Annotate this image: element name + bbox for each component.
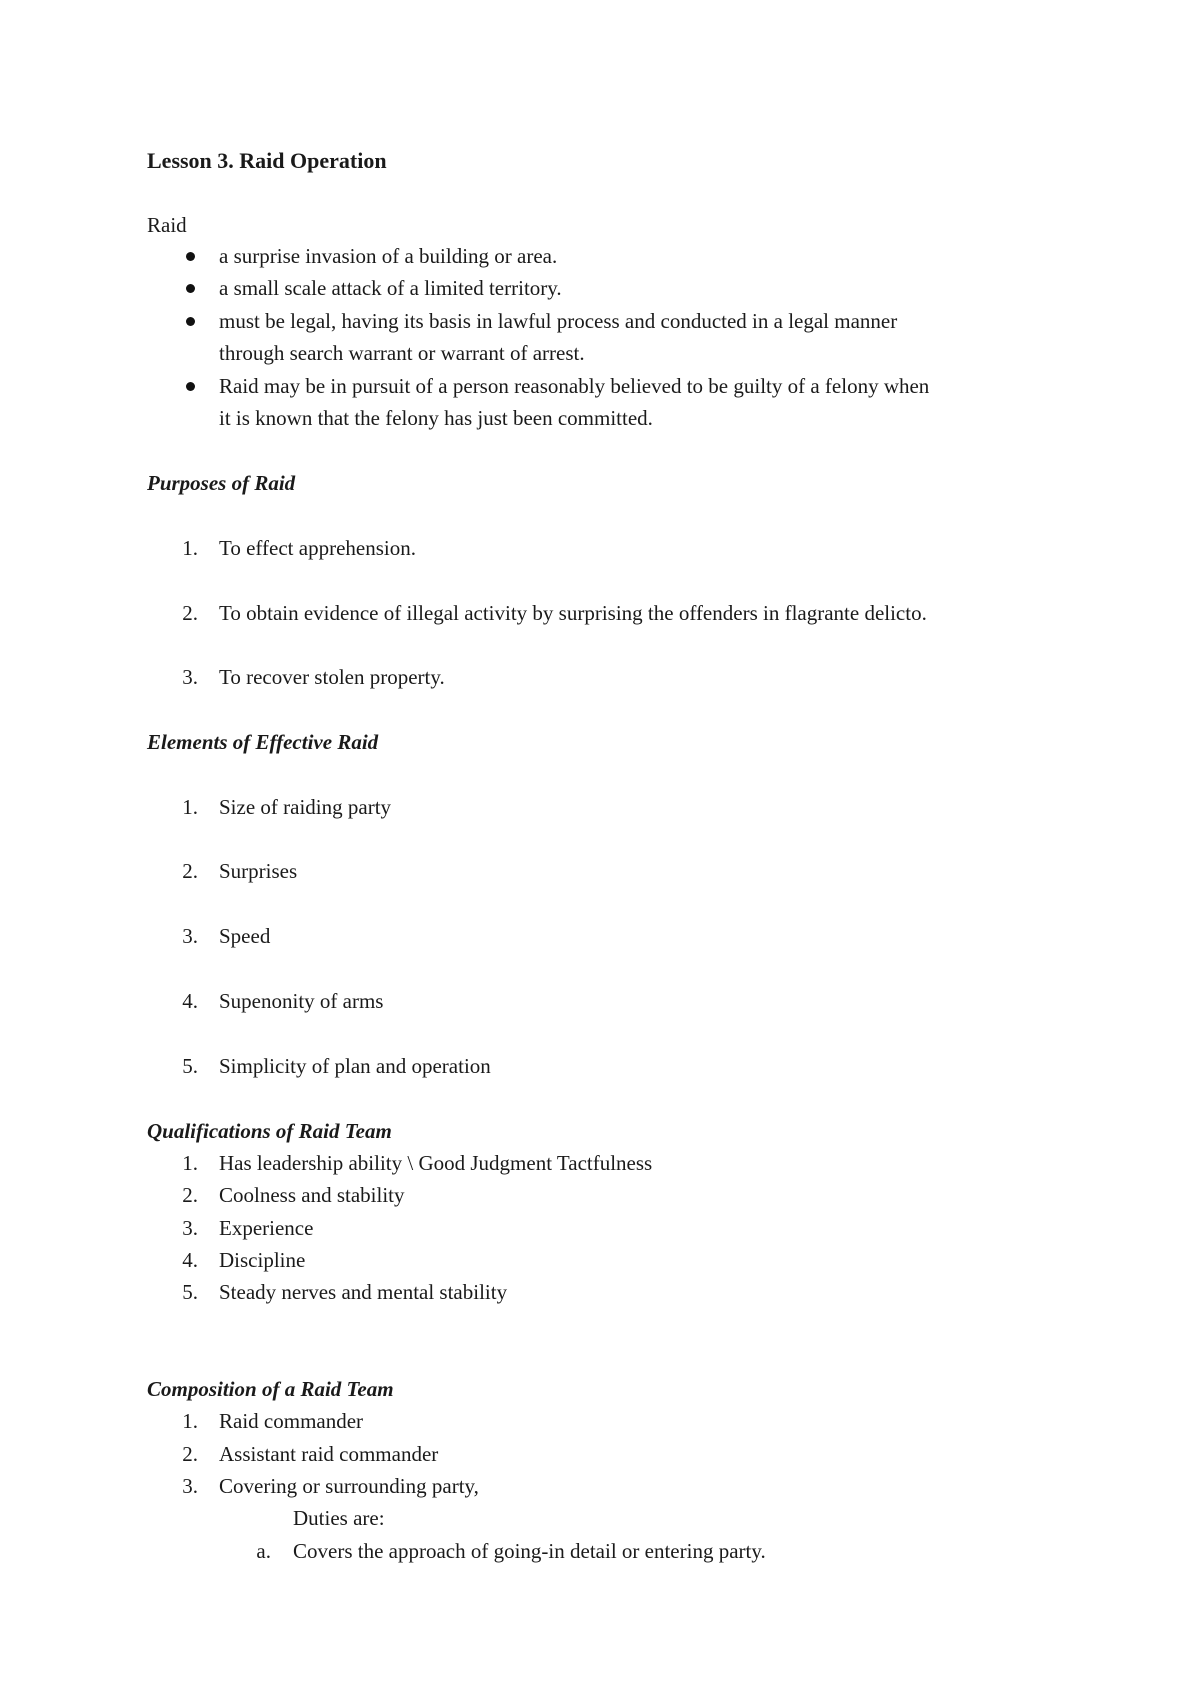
list-number: 3. xyxy=(182,1216,198,1240)
section-heading-qualifications: Qualifications of Raid Team xyxy=(147,1119,392,1143)
list-number: 3. xyxy=(182,924,198,948)
list-number: 1. xyxy=(182,1409,198,1433)
list-item: Raid may be in pursuit of a person reasonably believed to be guilty of a felony when xyxy=(219,374,930,398)
bullet-icon xyxy=(186,382,195,391)
list-item: To recover stolen property. xyxy=(219,665,445,689)
list-number: 2. xyxy=(182,1183,198,1207)
list-item: To obtain evidence of illegal activity by surprising the offenders in flagrante delicto. xyxy=(219,601,927,625)
list-number: 4. xyxy=(182,1248,198,1272)
list-number: 4. xyxy=(182,989,198,1013)
page-title: Lesson 3. Raid Operation xyxy=(147,148,387,173)
list-item: Speed xyxy=(219,924,271,948)
list-number: 5. xyxy=(182,1280,198,1304)
list-item: Covers the approach of going-in detail or entering party. xyxy=(293,1539,766,1563)
list-number: 3. xyxy=(182,1474,198,1498)
list-number: 3. xyxy=(182,665,198,689)
list-item: Assistant raid commander xyxy=(219,1442,439,1466)
list-number: 2. xyxy=(182,601,198,625)
list-item-continuation: it is known that the felony has just been committed. xyxy=(219,406,653,430)
section-heading-composition: Composition of a Raid Team xyxy=(147,1377,394,1401)
list-letter: a. xyxy=(256,1539,271,1563)
list-number: 1. xyxy=(182,795,198,819)
list-item: Has leadership ability \ Good Judgment Tactfulness xyxy=(219,1151,653,1175)
list-item: Surprises xyxy=(219,859,298,883)
raid-term: Raid xyxy=(147,213,187,237)
list-item: Covering or surrounding party, xyxy=(219,1474,479,1498)
list-item: Raid commander xyxy=(219,1409,364,1433)
bullet-icon xyxy=(186,284,195,293)
list-number: 2. xyxy=(182,1442,198,1466)
list-item-continuation: through search warrant or warrant of arrest. xyxy=(219,341,585,365)
section-heading-purposes: Purposes of Raid xyxy=(147,471,296,495)
list-item: a small scale attack of a limited territory. xyxy=(219,276,562,300)
list-number: 1. xyxy=(182,536,198,560)
list-number: 2. xyxy=(182,859,198,883)
list-item: Steady nerves and mental stability xyxy=(219,1280,508,1304)
section-heading-elements: Elements of Effective Raid xyxy=(147,730,379,754)
list-item: Simplicity of plan and operation xyxy=(219,1054,491,1078)
list-item: To effect apprehension. xyxy=(219,536,416,560)
list-number: 5. xyxy=(182,1054,198,1078)
list-item: Supenonity of arms xyxy=(219,989,384,1013)
list-item: Coolness and stability xyxy=(219,1183,405,1207)
list-item: Discipline xyxy=(219,1248,306,1272)
list-item: Size of raiding party xyxy=(219,795,392,819)
list-item: Experience xyxy=(219,1216,314,1240)
list-item: a surprise invasion of a building or area. xyxy=(219,244,558,268)
list-item: must be legal, having its basis in lawful process and conducted in a legal manner xyxy=(219,309,898,333)
duties-label: Duties are: xyxy=(293,1506,385,1530)
bullet-icon xyxy=(186,252,195,261)
bullet-icon xyxy=(186,317,195,326)
list-number: 1. xyxy=(182,1151,198,1175)
